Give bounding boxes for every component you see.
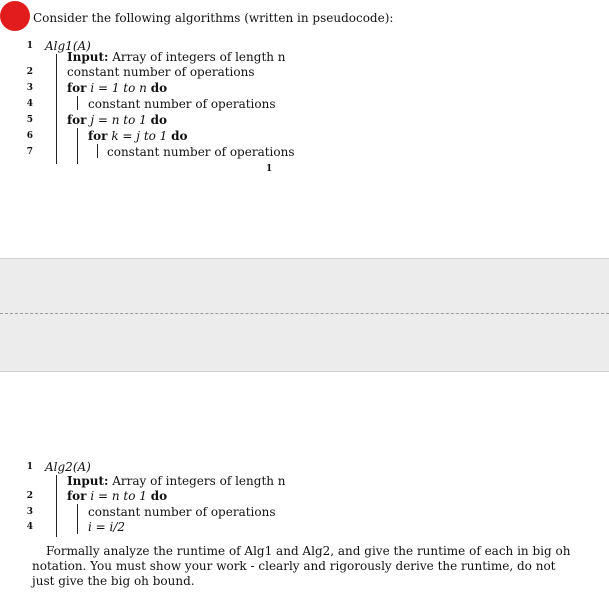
input-text: Array of integers of length n [112,474,286,488]
alg1-body-bar [56,54,57,164]
alg2-line-3: constant number of operations [88,505,276,519]
alg2-body-bar [56,475,57,537]
do-keyword: do [150,81,168,95]
instructions-paragraph: Formally analyze the runtime of Alg1 and Alg2, and give the runtime of each in big oh notation. You must show your work - clearly and rigorously derive the runtime, do not just give the big oh bound. [32,544,571,588]
input-text: Array of integers of length n [112,50,286,64]
page-break-dashed-line [0,313,609,314]
loop-expression: i = 1 to n [90,81,147,95]
for-keyword: for [67,113,87,127]
alg1-input [67,50,286,64]
alg1-line-4: constant number of operations [88,97,276,111]
line-number: 3 [26,507,33,517]
for-keyword: for [67,81,87,95]
loop-expression: i = n to 1 [90,489,147,503]
do-keyword: do [171,129,188,143]
alg2-line-4: i = i/2 [88,520,126,534]
line-number: 1 [26,462,33,472]
input-label: Input: [67,474,109,488]
alg1-line-5 [67,113,167,127]
loop-i-bar [77,96,78,110]
loop-i-bar [77,504,78,534]
alg1-line-3 [67,81,167,95]
line-number: 2 [26,67,33,77]
line-number: 2 [26,491,33,501]
loop-expression: j = n to 1 [90,113,147,127]
page-break [0,258,609,372]
for-keyword: for [88,129,108,143]
line-number: 4 [26,522,33,532]
line-number: 7 [26,147,33,157]
alg2-title: Alg2(A) [45,460,91,474]
red-marker-dot [0,1,30,31]
line-number: 4 [26,99,33,109]
line-number: 6 [26,131,33,141]
loop-k-bar [97,144,98,158]
line-number: 5 [26,115,33,125]
line-number: 3 [26,83,33,93]
do-keyword: do [150,489,168,503]
alg2-input [67,474,286,488]
for-keyword: for [67,489,87,503]
alg1-line-6 [88,129,188,143]
loop-j-bar [77,128,78,164]
page-number: 1 [266,164,273,174]
do-keyword: do [150,113,168,127]
alg1-line-2: constant number of operations [67,65,255,79]
line-number: 1 [26,41,33,51]
input-label: Input: [67,50,109,64]
alg2-line-2 [67,489,167,503]
alg1-line-7: constant number of operations [107,145,295,159]
loop-expression: k = j to 1 [111,129,168,143]
question-text: Consider the following algorithms (written in pseudocode): [33,11,394,25]
alg1-title: Alg1(A) [45,39,91,53]
